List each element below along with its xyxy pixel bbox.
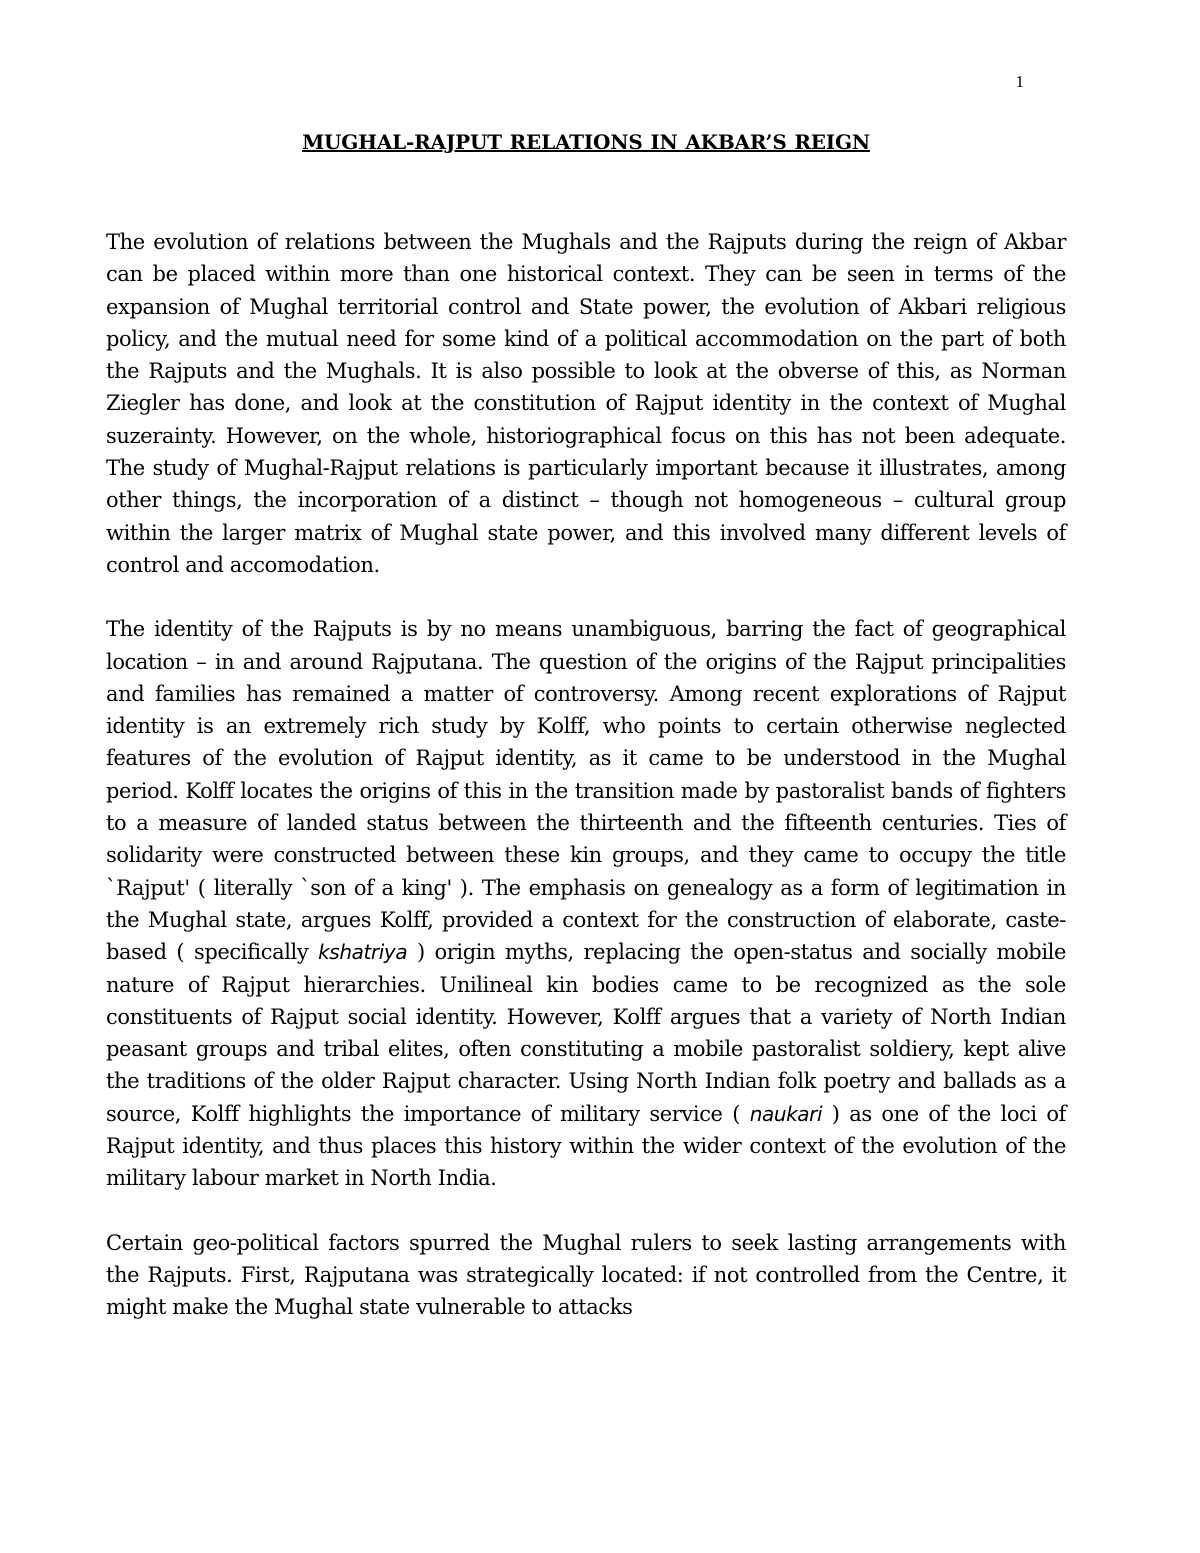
italic-term-kshatriya: kshatriya (318, 940, 408, 965)
paragraph-2-text-c: ) as one of the loci of Rajput identity, and thus places this history within the wider context of the evolution of the military labour market in North India. (106, 1101, 1066, 1191)
paragraph-2-text-a: The identity of the Rajputs is by no means unambiguous, barring the fact of geographical location – in and around Rajputana. The question of the origins of the Rajput principalities and families has remained a matter of controversy. Among recent explorations of Rajput identity is an extremely rich study by Kolff, who points to certain otherwise neglected features of the evolution of Rajput identity, as it came to be understood in the Mughal period. Kolff locates the origins of this in the transition made by pastoralist bands of fighters to a measure of landed status between the thirteenth and the fifteenth centuries. Ties of solidarity were constructed between these kin groups, and they came to occupy the title `Rajput' ( literally `son of a king' ). The emphasis on genealogy as a form of legitimation in the Mughal state, argues Kolff, provided a context for the construction of elaborate, caste-based ( specifically (106, 617, 1066, 965)
document-body (106, 226, 1066, 1356)
paragraph-1: The evolution of relations between the Mughals and the Rajputs during the reign of Akbar can be placed within more than one historical context. They can be seen in terms of the expansion of Mughal territorial control and State power, the evolution of Akbari religious policy, and the mutual need for some kind of a political accommodation on the part of both the Rajputs and the Mughals. It is also possible to look at the obverse of this, as Norman Ziegler has done, and look at the constitution of Rajput identity in the context of Mughal suzerainty. However, on the whole, historiographical focus on this has not been adequate. The study of Mughal-Rajput relations is particularly important because it illustrates, among other things, the incorporation of a distinct – though not homogeneous – cultural group within the larger matrix of Mughal state power, and this involved many different levels of control and accomodation. (106, 230, 1066, 577)
document-title: MUGHAL-RAJPUT RELATIONS IN AKBAR’S REIGN (302, 130, 870, 154)
page-number: 1 (1015, 72, 1024, 91)
paragraph-2 (106, 613, 1066, 1194)
paragraph-3: Certain geo-political factors spurred the Mughal rulers to seek lasting arrangements with the Rajputs. First, Rajputana was strategically located: if not controlled from the Centre, it might make the Mughal state vulnerable to attacks (106, 1230, 1066, 1320)
paragraph-2-text-b: ) origin myths, replacing the open-status and socially mobile nature of Rajput hierarchies. Unilineal kin bodies came to be recognized as the sole constituents of Rajput social identity. However, Kolff argues that a variety of North Indian peasant groups and tribal elites, often constituting a mobile pastoralist soldiery, kept alive the traditions of the older Rajput character. Using North Indian folk poetry and ballads as a source, Kolff highlights the importance of military service ( (106, 940, 1067, 1126)
italic-term-naukari: naukari (749, 1101, 823, 1126)
